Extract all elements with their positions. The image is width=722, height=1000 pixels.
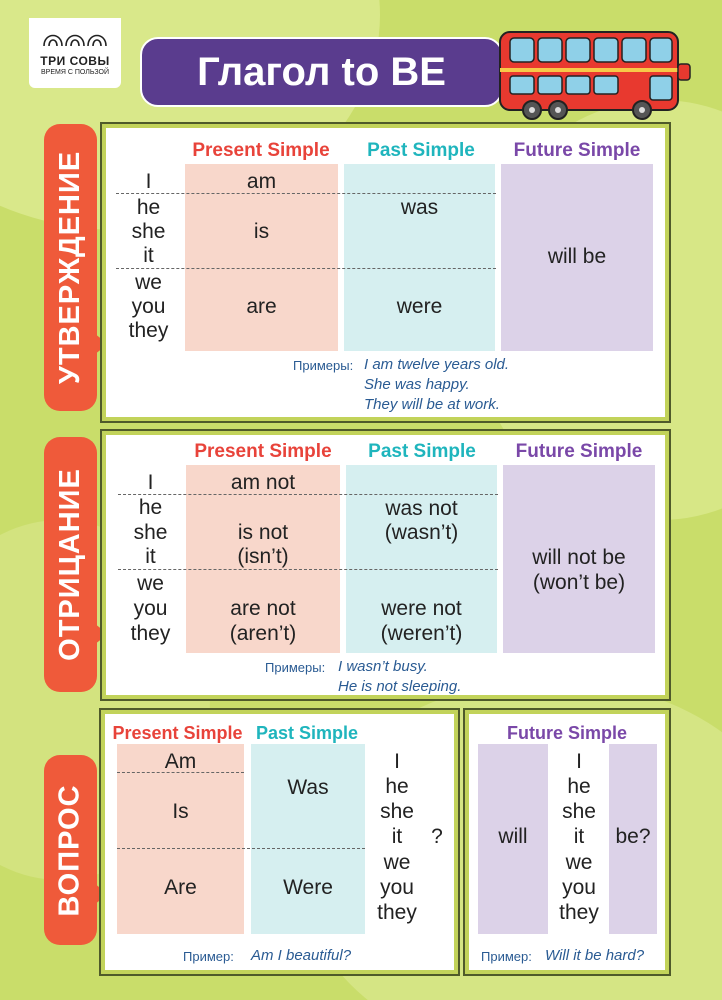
row-divider: [117, 848, 365, 849]
affirmative-tab: [44, 124, 97, 411]
double-decker-bus-icon: [492, 24, 698, 120]
header-future-simple: Future Simple: [506, 723, 627, 743]
past-were: were: [396, 295, 443, 318]
row-divider: [116, 268, 496, 269]
example-1: I am twelve years old.: [364, 356, 510, 373]
pronoun-he: he: [138, 496, 163, 519]
present-is: is: [253, 220, 270, 243]
question-was: Was: [287, 776, 329, 799]
example: Am I beautiful?: [251, 947, 352, 964]
question-mark: ?: [431, 825, 443, 848]
pronoun-i: I: [394, 750, 400, 773]
pronoun-they: they: [130, 622, 171, 645]
past-was: was: [400, 196, 439, 219]
present-am: am: [246, 170, 277, 193]
pronoun-it: it: [391, 825, 403, 848]
page-title: Глагол to BE: [197, 49, 446, 94]
pronoun-we: we: [137, 572, 164, 595]
pronoun-he: he: [136, 196, 161, 219]
example-2: He is not sleeping.: [338, 678, 462, 695]
pronoun-they: they: [377, 901, 417, 924]
past-was-not: was not: [385, 497, 458, 520]
future-will-not-be: will not be: [532, 546, 626, 569]
owls-logo-icon: [42, 28, 108, 48]
pronoun-we: we: [383, 851, 411, 874]
present-am-not: am not: [230, 471, 296, 494]
future-wont-be: (won’t be): [532, 571, 626, 594]
question-is: Is: [172, 800, 189, 823]
header-present-simple: Present Simple: [192, 140, 330, 161]
pronoun-he: he: [385, 775, 409, 798]
header-past-simple: Past Simple: [367, 140, 475, 161]
pronoun-she: she: [133, 521, 168, 544]
negative-tab: [44, 437, 97, 692]
brand-slogan: ВРЕМЯ С ПОЛЬЗОЙ: [41, 69, 109, 76]
question-will: will: [498, 825, 528, 848]
affirmative-tab-label: УТВЕРЖДЕНИЕ: [54, 150, 86, 385]
pronoun-i: I: [147, 471, 154, 494]
negative-panel: [102, 431, 669, 699]
pronoun-she: she: [380, 800, 414, 823]
past-wasnt: (wasn’t): [384, 521, 459, 544]
question-panel: [101, 710, 458, 974]
pronoun-it: it: [145, 545, 156, 568]
affirmative-panel: [102, 124, 669, 421]
pronoun-he: he: [567, 775, 591, 798]
example: Will it be hard?: [545, 947, 645, 964]
header-future-simple: Future Simple: [515, 441, 643, 462]
past-were-not: were not: [381, 597, 462, 620]
examples-label: Примеры:: [265, 660, 326, 675]
header-past-simple: Past Simple: [368, 441, 476, 462]
pronoun-she: she: [562, 800, 596, 823]
example-1: I wasn’t busy.: [338, 658, 428, 675]
question-be: be?: [615, 825, 651, 848]
title-banner: [140, 37, 503, 107]
brand-name: ТРИ СОВЫ: [40, 54, 110, 68]
present-arent: (aren’t): [229, 622, 297, 645]
question-tab-label: ВОПРОС: [54, 783, 86, 917]
question-were: Were: [283, 876, 333, 899]
example-3: They will be at work.: [364, 396, 500, 413]
pronoun-you: you: [133, 597, 168, 620]
pronoun-i: I: [576, 750, 582, 773]
pronoun-they: they: [559, 901, 599, 924]
past-column: [251, 744, 365, 934]
pronoun-it: it: [143, 244, 154, 267]
pronoun-we: we: [135, 271, 162, 294]
header-past-simple: Past Simple: [255, 723, 359, 743]
example-label: Пример:: [481, 949, 532, 964]
present-are-not: are not: [230, 597, 296, 620]
pronoun-it: it: [573, 825, 585, 848]
present-are: are: [246, 295, 277, 318]
row-divider: [118, 569, 498, 570]
pronoun-we: we: [565, 851, 593, 874]
future-question-panel: [465, 710, 669, 974]
pronoun-she: she: [131, 220, 166, 243]
example-2: She was happy.: [364, 376, 470, 393]
header-present-simple: Present Simple: [194, 441, 332, 462]
present-isnt: (isn’t): [237, 545, 289, 568]
pronoun-i: I: [145, 170, 152, 193]
brand-logo: [29, 18, 121, 88]
pronoun-you: you: [131, 295, 166, 318]
pronoun-you: you: [380, 876, 414, 899]
question-are: Are: [164, 876, 197, 899]
future-will-be: will be: [547, 245, 607, 268]
header-future-simple: Future Simple: [513, 140, 641, 161]
present-is-not: is not: [237, 521, 289, 544]
negative-tab-label: ОТРИЦАНИЕ: [54, 468, 86, 661]
examples-label: Примеры:: [293, 358, 354, 373]
past-werent: (weren’t): [380, 622, 463, 645]
pronoun-they: they: [128, 319, 169, 342]
question-am: Am: [164, 750, 197, 773]
pronoun-you: you: [562, 876, 596, 899]
header-present-simple: Present Simple: [112, 723, 243, 743]
example-label: Пример:: [183, 949, 234, 964]
question-tab: [44, 755, 97, 945]
